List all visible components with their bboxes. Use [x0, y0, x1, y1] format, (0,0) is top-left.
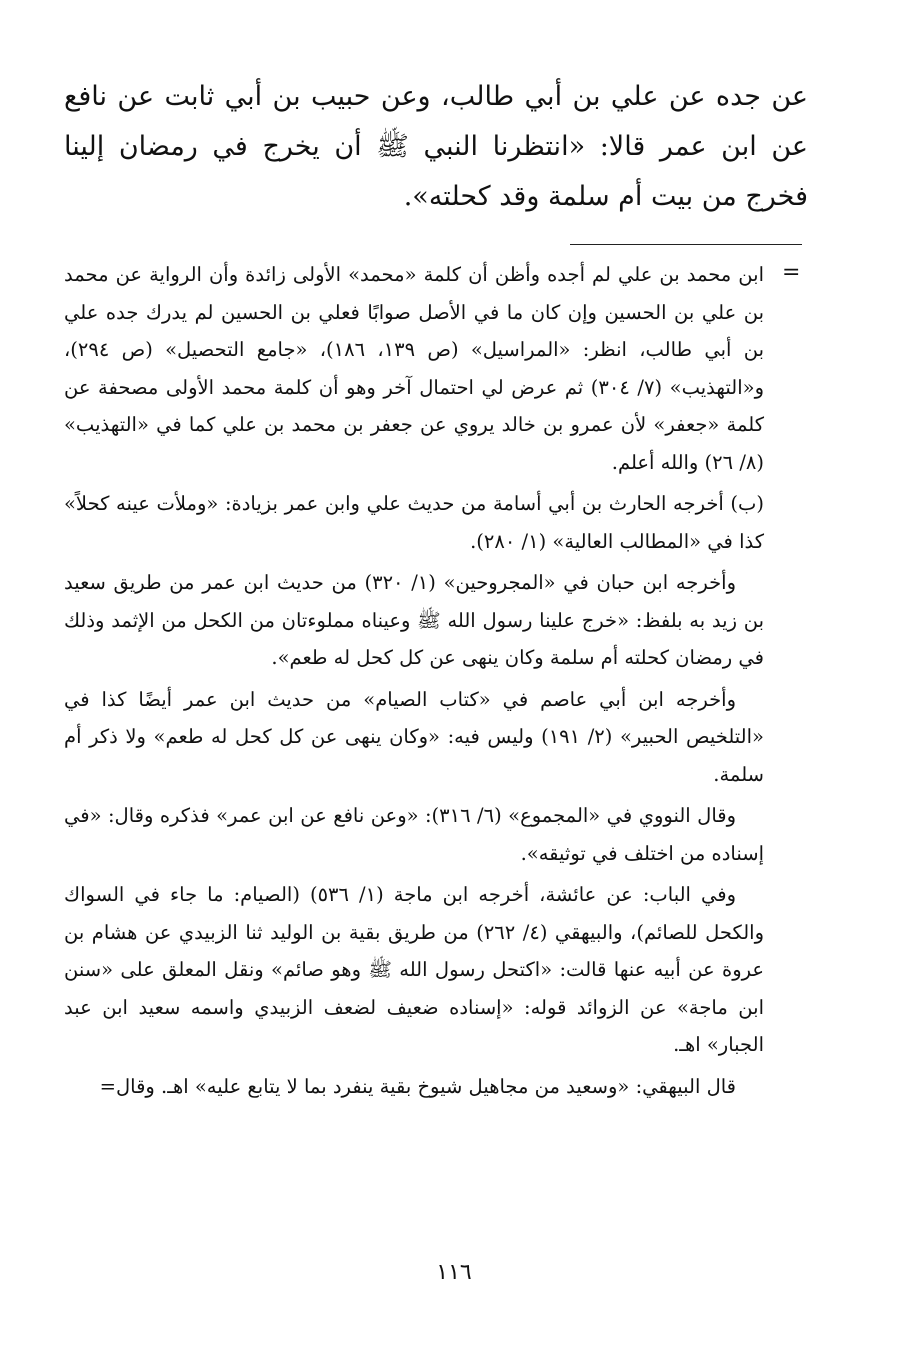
footnote-paragraph: وفي الباب: عن عائشة، أخرجه ابن ماجة (١/ ٥٣٦) (الصيام: ما جاء في السواك والكحل للصائم)، والبيهقي (٤/ ٢٦٢) من طريق بقية بن الوليد ثنا الزبيدي عن هشام بن عروة عن أبيه عنها قالت: «اكتحل رسول الله ﷺ وهو صائم» ونقل المعلق على «سنن ابن ماجة» عن الزوائد قوله: «إسناده ضعيف لضعف الزبيدي واسمه سعيد ابن عبد الجبار» اهـ.	[64, 883, 765, 1056]
footnotes	[64, 256, 764, 1109]
footnote-continuation-mark: =	[782, 260, 801, 285]
footnote-paragraph: قال البيهقي: «وسعيد من مجاهيل شيوخ بقية ينفرد بما لا يتابع عليه» اهـ. وقال=	[99, 1074, 736, 1098]
footnote-paragraph: وأخرجه ابن حبان في «المجروحين» (١/ ٣٢٠) من حديث ابن عمر من طريق سعيد بن زيد به بلفظ: «خرج علينا رسول الله ﷺ وعيناه مملوءتان من الكحل من الإثمد وذلك في رمضان كحلته أم سلمة وكان ينهى عن كل كحل له طعم».	[64, 571, 764, 669]
footnote-paragraph: وأخرجه ابن أبي عاصم في «كتاب الصيام» من حديث ابن عمر أيضًا كذا في «التلخيص الحبير» (٢/ ١٩١) وليس فيه: «وكان ينهى عن كل كحل له طعم» ولا ذكر أم سلمة.	[64, 687, 764, 786]
footnote-paragraph: (ب) أخرجه الحارث بن أبي أسامة من حديث علي وابن عمر بزيادة: «وملأت عينه كحلاً» كذا في «المطالب العالية» (١/ ٢٨٠).	[64, 492, 764, 553]
page-number: ١١٦	[436, 1260, 472, 1285]
footnote-paragraph: وقال النووي في «المجموع» (٦/ ٣١٦): «وعن نافع عن ابن عمر» فذكره وقال: «في إسناده من اختلف في توثيقه».	[64, 804, 764, 865]
footnote-separator	[570, 244, 802, 245]
main-text: عن جده عن علي بن أبي طالب، وعن حبيب بن أبي ثابت عن نافع عن ابن عمر قالا: «انتظرنا النبي ﷺ أن يخرج في رمضان إلينا فخرج من بيت أم سلمة وقد كحلته».	[64, 81, 808, 212]
footnote-paragraph: ابن محمد بن علي لم أجده وأظن أن كلمة «محمد» الأولى زائدة وأن الرواية عن محمد بن علي بن الحسين وإن كان ما في الأصل صوابًا فعلي بن الحسين لم يدرك جده علي بن أبي طالب، انظر: «المراسيل» (ص ١٣٩، ١٨٦)، «جامع التحصيل» (ص ٢٩٤)، و«التهذيب» (٧/ ٣٠٤) ثم عرض لي احتمال آخر وهو أن كلمة محمد الأولى مصحفة عن كلمة «جعفر» لأن عمرو بن خالد يروي عن جعفر بن محمد بن علي كما في «التهذيب» (٨/ ٢٦) والله أعلم.	[64, 263, 765, 474]
